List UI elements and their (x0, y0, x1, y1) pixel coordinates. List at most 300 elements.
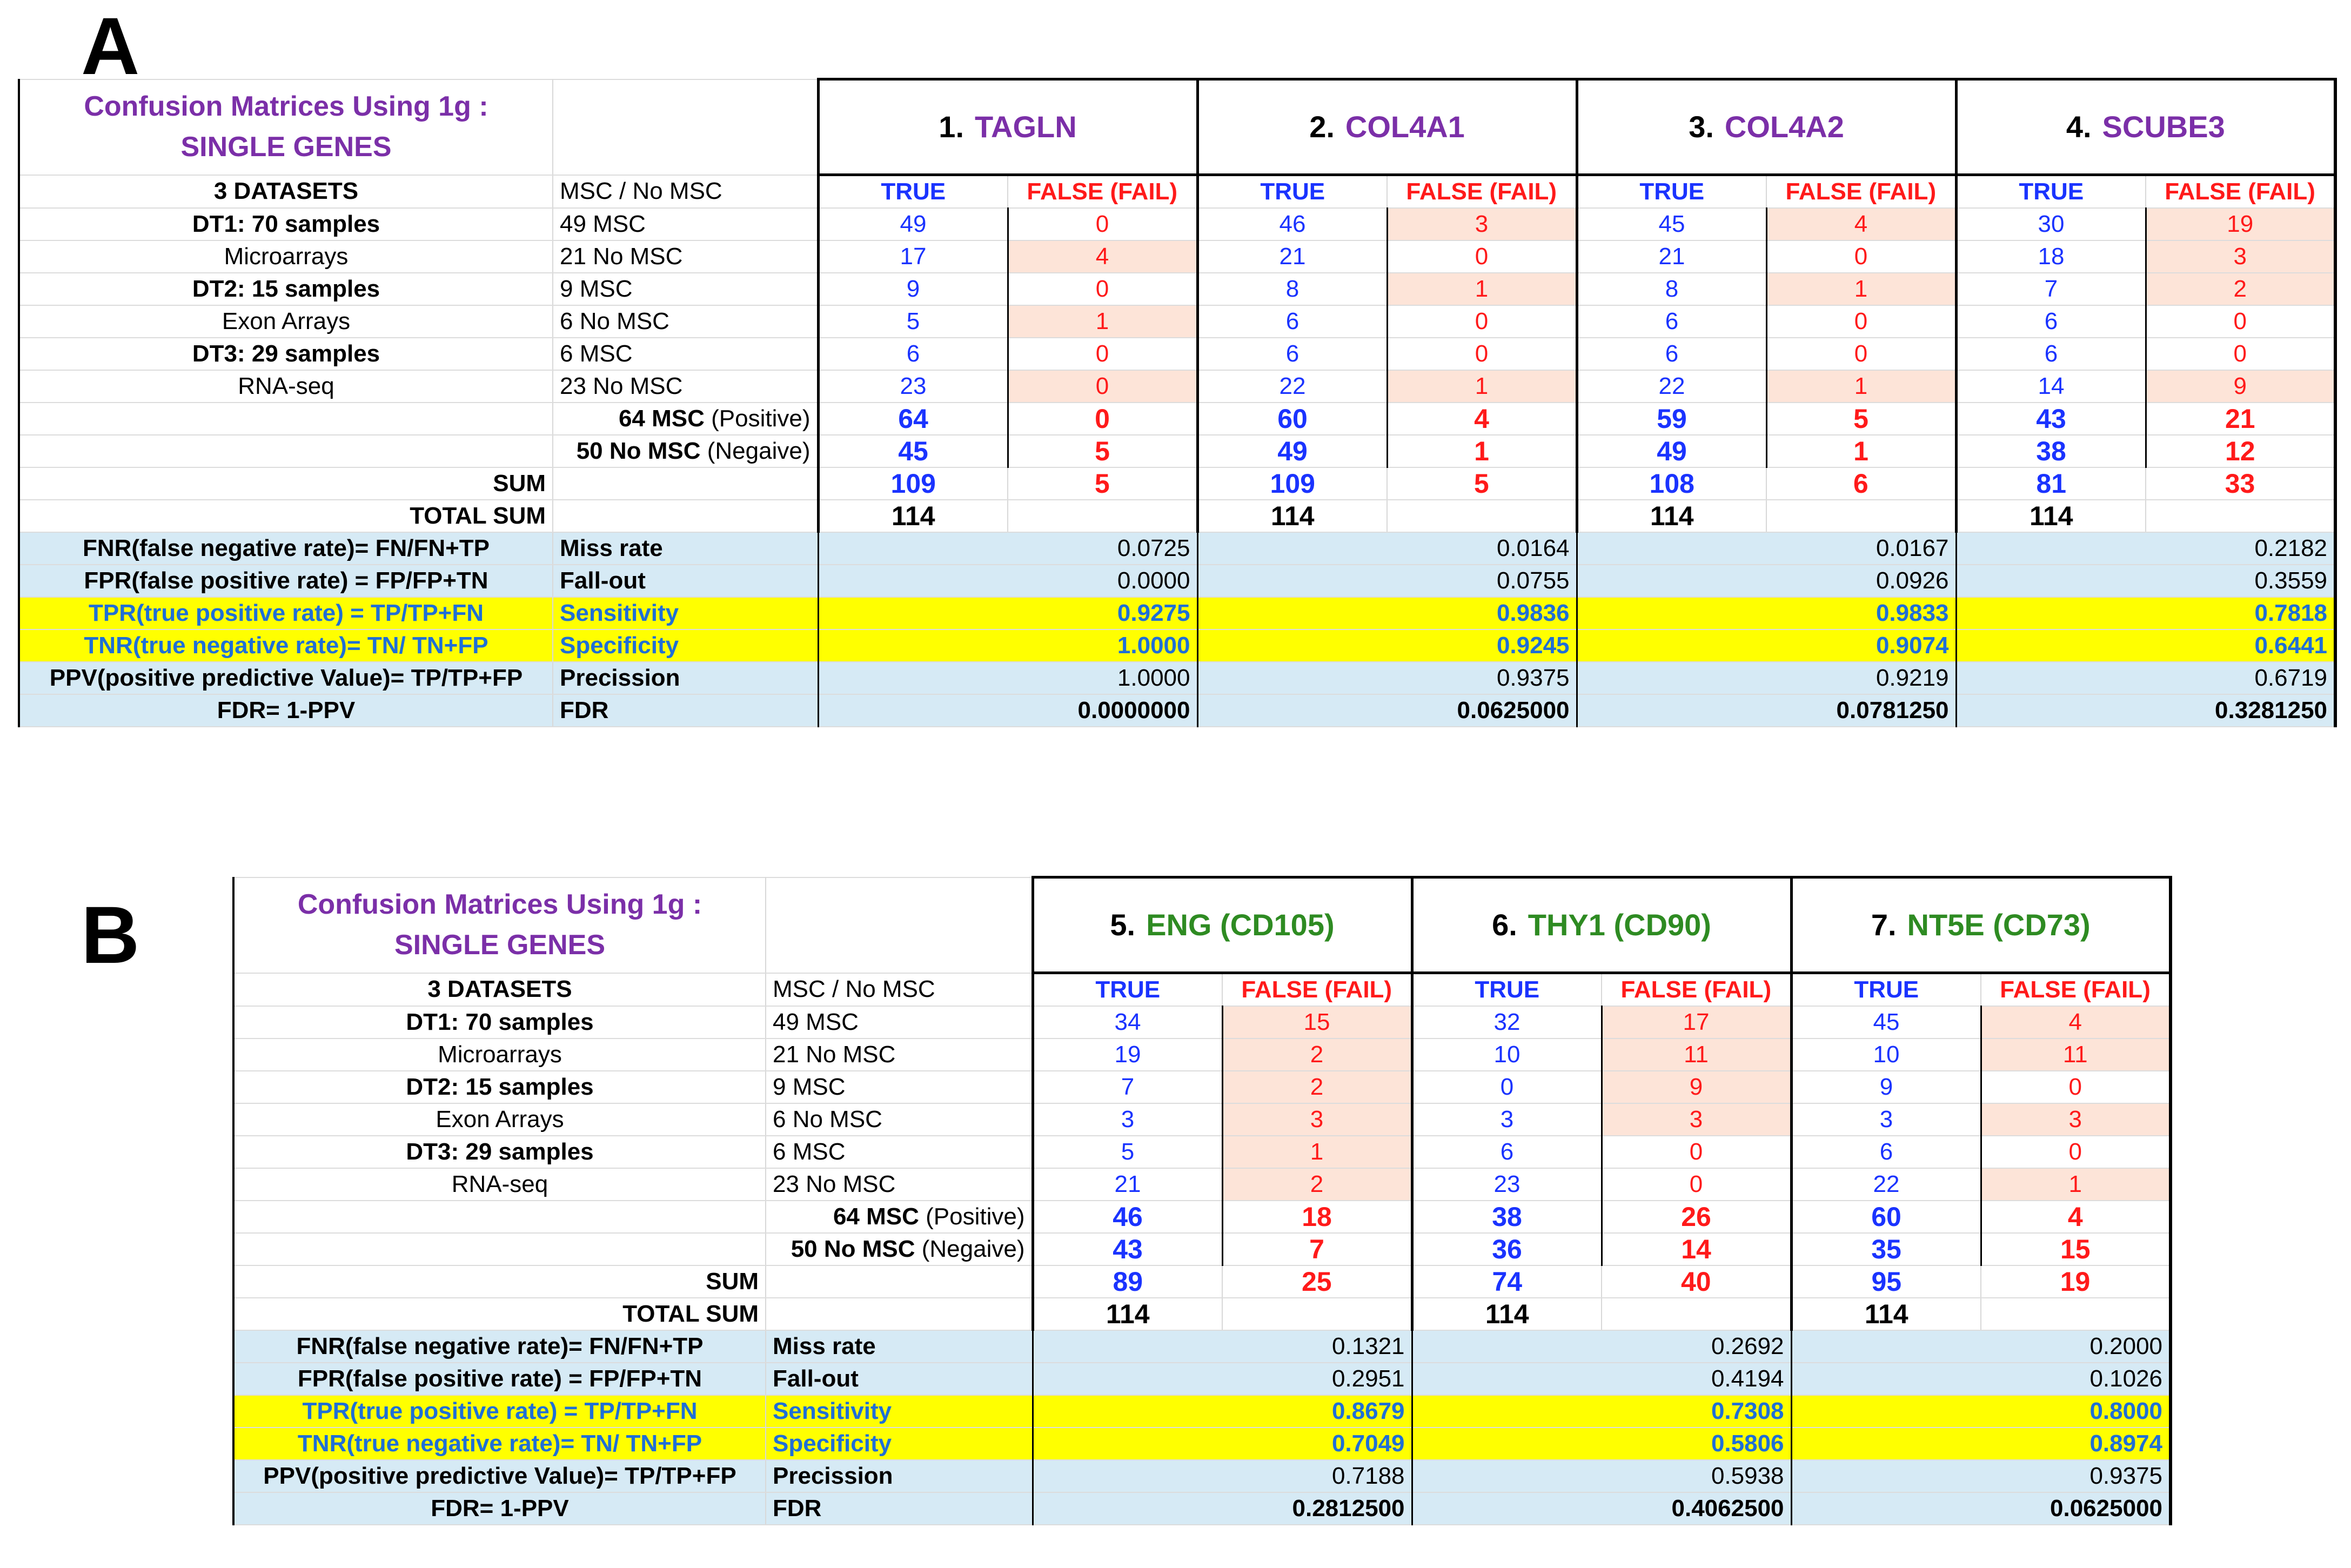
msc-count: 21 No MSC (766, 1038, 1033, 1071)
neg-total-row (19, 435, 2335, 467)
pos-label-type: (Positive) (704, 405, 811, 432)
neg-label (553, 435, 818, 467)
msc-header: MSC / No MSC (553, 175, 818, 209)
gene-number: 6. (1492, 908, 1517, 942)
true-column-header: TRUE (1033, 973, 1222, 1007)
true-column-header: TRUE (1412, 973, 1602, 1007)
metric-value: 0.2812500 (1033, 1492, 1412, 1525)
metric-value: 0.5938 (1412, 1460, 1791, 1492)
metric-name: FDR (766, 1492, 1033, 1525)
empty-header-cell (766, 877, 1033, 973)
neg-true-total: 45 (818, 435, 1008, 467)
metric-formula: TNR(true negative rate)= TN/ TN+FP (19, 629, 553, 662)
metric-value: 0.0000 (818, 565, 1197, 597)
dataset-label: RNA-seq (233, 1168, 766, 1201)
true-count: 9 (1791, 1071, 1981, 1103)
true-count: 22 (1791, 1168, 1981, 1201)
metric-name: Precission (766, 1460, 1033, 1492)
false-count: 0 (1981, 1136, 2171, 1168)
column-header-row (19, 175, 2335, 209)
metric-value: 0.1026 (1791, 1363, 2171, 1395)
true-count: 6 (1791, 1136, 1981, 1168)
metric-value: 0.0755 (1197, 565, 1577, 597)
neg-label-type: (Negaive) (915, 1236, 1025, 1262)
true-count: 3 (1791, 1103, 1981, 1136)
metric-name: Specificity (766, 1428, 1033, 1460)
false-count: 9 (1602, 1071, 1791, 1103)
datasets-header: 3 DATASETS (233, 973, 766, 1007)
total-sum-value: 114 (1412, 1298, 1602, 1330)
true-count: 22 (1577, 370, 1766, 403)
metric-row-fpr (19, 565, 2335, 597)
neg-label-count: 50 No MSC (791, 1236, 915, 1262)
empty-cell (553, 467, 818, 500)
panel-letter-b: B (81, 889, 140, 980)
false-count: 4 (1766, 208, 1956, 240)
false-count: 0 (1008, 370, 1197, 403)
false-column-header: FALSE (FAIL) (1981, 973, 2171, 1007)
true-count: 10 (1791, 1038, 1981, 1071)
false-count: 1 (1222, 1136, 1412, 1168)
empty-cell (2146, 500, 2335, 532)
false-count: 3 (2146, 240, 2335, 273)
true-count: 32 (1412, 1006, 1602, 1038)
msc-count: 23 No MSC (766, 1168, 1033, 1201)
false-column-header: FALSE (FAIL) (1387, 175, 1577, 209)
true-count: 9 (818, 273, 1008, 305)
false-count: 0 (1387, 305, 1577, 338)
neg-total-row (233, 1233, 2171, 1265)
true-count: 6 (1412, 1136, 1602, 1168)
total-sum-label: TOTAL SUM (233, 1298, 766, 1330)
dataset-label: Exon Arrays (19, 305, 553, 338)
metric-value: 0.1321 (1033, 1330, 1412, 1363)
dataset-row (19, 338, 2335, 370)
title-line-1: Confusion Matrices Using 1g : (84, 90, 488, 122)
gene-name: THY1 (CD90) (1528, 908, 1711, 942)
metric-name: Fall-out (766, 1363, 1033, 1395)
empty-cell (766, 1265, 1033, 1298)
empty-cell (233, 1201, 766, 1233)
true-count: 45 (1577, 208, 1766, 240)
false-count: 0 (2146, 305, 2335, 338)
msc-count: 49 MSC (553, 208, 818, 240)
metric-formula: TNR(true negative rate)= TN/ TN+FP (233, 1428, 766, 1460)
neg-false-total: 5 (1008, 435, 1197, 467)
total-sum-row (19, 500, 2335, 532)
table-title (19, 79, 553, 175)
total-sum-value: 114 (1033, 1298, 1222, 1330)
msc-count: 6 MSC (766, 1136, 1033, 1168)
pos-false-total: 0 (1008, 403, 1197, 435)
empty-cell (1981, 1298, 2171, 1330)
metric-value: 0.0164 (1197, 532, 1577, 565)
true-count: 21 (1197, 240, 1387, 273)
metric-value: 0.9833 (1577, 597, 1956, 629)
metric-value: 0.5806 (1412, 1428, 1791, 1460)
metric-value: 1.0000 (818, 629, 1197, 662)
true-count: 46 (1197, 208, 1387, 240)
metric-value: 0.9219 (1577, 662, 1956, 694)
true-count: 23 (818, 370, 1008, 403)
true-count: 8 (1197, 273, 1387, 305)
neg-true-total: 36 (1412, 1233, 1602, 1265)
panel-letter-a: A (81, 1, 140, 91)
sum-false: 33 (2146, 467, 2335, 500)
pos-label (766, 1201, 1033, 1233)
neg-false-total: 12 (2146, 435, 2335, 467)
pos-label-count: 64 MSC (833, 1203, 919, 1230)
gene-name: NT5E (CD73) (1907, 908, 2091, 942)
metric-value: 0.2951 (1033, 1363, 1412, 1395)
false-count: 1 (1387, 370, 1577, 403)
metric-formula: FNR(false negative rate)= FN/FN+TP (233, 1330, 766, 1363)
metric-row-tpr (233, 1395, 2171, 1428)
metric-formula: PPV(positive predictive Value)= TP/TP+FP (19, 662, 553, 694)
true-count: 6 (1956, 305, 2146, 338)
true-count: 17 (818, 240, 1008, 273)
dataset-row (19, 240, 2335, 273)
metric-value: 0.0725 (818, 532, 1197, 565)
true-count: 6 (1577, 305, 1766, 338)
metric-formula: FPR(false positive rate) = FP/FP+TN (19, 565, 553, 597)
sum-true: 74 (1412, 1265, 1602, 1298)
true-column-header: TRUE (1791, 973, 1981, 1007)
datasets-header: 3 DATASETS (19, 175, 553, 209)
total-sum-value: 114 (1791, 1298, 1981, 1330)
false-count: 0 (1602, 1168, 1791, 1201)
metric-name: Fall-out (553, 565, 818, 597)
metric-value: 0.9375 (1197, 662, 1577, 694)
gene-header-row (233, 877, 2171, 973)
msc-count: 6 No MSC (766, 1103, 1033, 1136)
pos-true-total: 38 (1412, 1201, 1602, 1233)
sum-false: 5 (1387, 467, 1577, 500)
true-count: 19 (1033, 1038, 1222, 1071)
false-column-header: FALSE (FAIL) (1222, 973, 1412, 1007)
metric-value: 0.2000 (1791, 1330, 2171, 1363)
metric-formula: FDR= 1-PPV (233, 1492, 766, 1525)
true-count: 3 (1033, 1103, 1222, 1136)
gene-number: 3. (1689, 110, 1714, 144)
metric-row-fdr (233, 1492, 2171, 1525)
metric-row-fpr (233, 1363, 2171, 1395)
false-count: 11 (1602, 1038, 1791, 1071)
sum-false: 40 (1602, 1265, 1791, 1298)
true-count: 8 (1577, 273, 1766, 305)
pos-true-total: 60 (1197, 403, 1387, 435)
metric-name: Sensitivity (766, 1395, 1033, 1428)
metric-formula: FPR(false positive rate) = FP/FP+TN (233, 1363, 766, 1395)
metric-value: 0.8000 (1791, 1395, 2171, 1428)
total-sum-value: 114 (1956, 500, 2146, 532)
false-count: 4 (1008, 240, 1197, 273)
neg-false-total: 1 (1387, 435, 1577, 467)
false-count: 2 (1222, 1038, 1412, 1071)
msc-count: 6 No MSC (553, 305, 818, 338)
true-count: 10 (1412, 1038, 1602, 1071)
metric-name: Sensitivity (553, 597, 818, 629)
neg-label (766, 1233, 1033, 1265)
dataset-label: DT2: 15 samples (19, 273, 553, 305)
sum-true: 95 (1791, 1265, 1981, 1298)
metric-value: 0.4194 (1412, 1363, 1791, 1395)
pos-label (553, 403, 818, 435)
metric-row-ppv (19, 662, 2335, 694)
false-count: 0 (1766, 338, 1956, 370)
metric-value: 0.0167 (1577, 532, 1956, 565)
title-line-2: SINGLE GENES (394, 929, 606, 961)
neg-false-total: 14 (1602, 1233, 1791, 1265)
metric-formula: TPR(true positive rate) = TP/TP+FN (233, 1395, 766, 1428)
true-count: 34 (1033, 1006, 1222, 1038)
true-count: 7 (1956, 273, 2146, 305)
false-count: 2 (1222, 1168, 1412, 1201)
gene-header (1956, 79, 2335, 175)
pos-label-type: (Positive) (919, 1203, 1025, 1230)
metric-value: 0.0000000 (818, 694, 1197, 727)
neg-true-total: 49 (1197, 435, 1387, 467)
false-count: 15 (1222, 1006, 1412, 1038)
true-column-header: TRUE (1956, 175, 2146, 209)
sum-false: 25 (1222, 1265, 1412, 1298)
false-count: 0 (2146, 338, 2335, 370)
false-count: 3 (1981, 1103, 2171, 1136)
dataset-label: RNA-seq (19, 370, 553, 403)
empty-cell (553, 500, 818, 532)
false-count: 0 (1766, 240, 1956, 273)
false-count: 11 (1981, 1038, 2171, 1071)
gene-header-row (19, 79, 2335, 175)
metric-value: 0.6441 (1956, 629, 2335, 662)
sum-true: 81 (1956, 467, 2146, 500)
msc-count: 9 MSC (553, 273, 818, 305)
metric-row-ppv (233, 1460, 2171, 1492)
dataset-row (19, 273, 2335, 305)
pos-true-total: 46 (1033, 1201, 1222, 1233)
true-count: 18 (1956, 240, 2146, 273)
metric-formula: PPV(positive predictive Value)= TP/TP+FP (233, 1460, 766, 1492)
msc-count: 6 MSC (553, 338, 818, 370)
empty-cell (233, 1233, 766, 1265)
sum-true: 89 (1033, 1265, 1222, 1298)
confusion-matrix-table-b (232, 876, 2172, 1525)
true-count: 22 (1197, 370, 1387, 403)
metric-formula: FNR(false negative rate)= FN/FN+TP (19, 532, 553, 565)
false-column-header: FALSE (FAIL) (1602, 973, 1791, 1007)
sum-row (233, 1265, 2171, 1298)
false-count: 1 (1766, 370, 1956, 403)
pos-false-total: 5 (1766, 403, 1956, 435)
false-column-header: FALSE (FAIL) (2146, 175, 2335, 209)
true-count: 30 (1956, 208, 2146, 240)
false-count: 0 (1008, 273, 1197, 305)
true-count: 6 (1956, 338, 2146, 370)
dataset-row (233, 1038, 2171, 1071)
pos-total-row (19, 403, 2335, 435)
true-column-header: TRUE (818, 175, 1008, 209)
gene-name: SCUBE3 (2102, 110, 2225, 144)
true-count: 7 (1033, 1071, 1222, 1103)
metric-value: 0.0781250 (1577, 694, 1956, 727)
gene-number: 5. (1110, 908, 1136, 942)
total-sum-label: TOTAL SUM (19, 500, 553, 532)
true-count: 5 (818, 305, 1008, 338)
dataset-label: DT1: 70 samples (233, 1006, 766, 1038)
true-count: 0 (1412, 1071, 1602, 1103)
title-line-1: Confusion Matrices Using 1g : (297, 888, 702, 920)
false-count: 0 (1981, 1071, 2171, 1103)
dataset-label: DT1: 70 samples (19, 208, 553, 240)
metric-formula: FDR= 1-PPV (19, 694, 553, 727)
metric-value: 0.8679 (1033, 1395, 1412, 1428)
true-count: 6 (1197, 338, 1387, 370)
dataset-label: DT3: 29 samples (233, 1136, 766, 1168)
true-column-header: TRUE (1577, 175, 1766, 209)
dataset-label: DT2: 15 samples (233, 1071, 766, 1103)
metric-value: 0.7049 (1033, 1428, 1412, 1460)
dataset-label: Microarrays (19, 240, 553, 273)
gene-header (1197, 79, 1577, 175)
gene-header (818, 79, 1197, 175)
gene-number: 4. (2066, 110, 2092, 144)
dataset-row (19, 305, 2335, 338)
msc-header: MSC / No MSC (766, 973, 1033, 1007)
gene-header (1791, 877, 2171, 973)
metric-row-fnr (233, 1330, 2171, 1363)
metric-row-fnr (19, 532, 2335, 565)
metric-row-tnr (19, 629, 2335, 662)
table-title (233, 877, 766, 973)
neg-true-total: 43 (1033, 1233, 1222, 1265)
true-count: 6 (818, 338, 1008, 370)
sum-false: 6 (1766, 467, 1956, 500)
metric-value: 0.2182 (1956, 532, 2335, 565)
pos-true-total: 59 (1577, 403, 1766, 435)
false-count: 0 (1387, 240, 1577, 273)
metric-formula: TPR(true positive rate) = TP/TP+FN (19, 597, 553, 629)
pos-false-total: 21 (2146, 403, 2335, 435)
total-sum-value: 114 (1577, 500, 1766, 532)
metric-value: 0.0625000 (1197, 694, 1577, 727)
false-count: 0 (1766, 305, 1956, 338)
pos-false-total: 18 (1222, 1201, 1412, 1233)
metric-row-fdr (19, 694, 2335, 727)
total-sum-row (233, 1298, 2171, 1330)
true-count: 6 (1197, 305, 1387, 338)
true-count: 14 (1956, 370, 2146, 403)
gene-name: COL4A2 (1724, 110, 1844, 144)
gene-name: TAGLN (975, 110, 1077, 144)
true-count: 5 (1033, 1136, 1222, 1168)
pos-false-total: 4 (1981, 1201, 2171, 1233)
sum-false: 5 (1008, 467, 1197, 500)
dataset-row (233, 1006, 2171, 1038)
confusion-matrix-table-a (18, 78, 2337, 727)
false-column-header: FALSE (FAIL) (1766, 175, 1956, 209)
metric-name: Precission (553, 662, 818, 694)
metric-name: FDR (553, 694, 818, 727)
false-count: 0 (1008, 208, 1197, 240)
neg-label-count: 50 No MSC (576, 438, 701, 464)
false-count: 9 (2146, 370, 2335, 403)
pos-true-total: 43 (1956, 403, 2146, 435)
metric-value: 0.9836 (1197, 597, 1577, 629)
gene-number: 2. (1309, 110, 1335, 144)
sum-true: 109 (1197, 467, 1387, 500)
neg-false-total: 1 (1766, 435, 1956, 467)
dataset-row (19, 370, 2335, 403)
false-column-header: FALSE (FAIL) (1008, 175, 1197, 209)
true-count: 45 (1791, 1006, 1981, 1038)
metric-name: Miss rate (766, 1330, 1033, 1363)
dataset-row (233, 1103, 2171, 1136)
true-count: 49 (818, 208, 1008, 240)
gene-header (1412, 877, 1791, 973)
false-count: 1 (1387, 273, 1577, 305)
false-count: 2 (2146, 273, 2335, 305)
dataset-row (233, 1071, 2171, 1103)
false-count: 0 (1008, 338, 1197, 370)
gene-header (1577, 79, 1956, 175)
gene-name: ENG (CD105) (1146, 908, 1335, 942)
metric-value: 0.9074 (1577, 629, 1956, 662)
gene-number: 1. (939, 110, 964, 144)
metric-value: 0.7818 (1956, 597, 2335, 629)
true-count: 23 (1412, 1168, 1602, 1201)
dataset-label: Exon Arrays (233, 1103, 766, 1136)
msc-count: 21 No MSC (553, 240, 818, 273)
dataset-label: Microarrays (233, 1038, 766, 1071)
neg-label-type: (Negaive) (700, 438, 811, 464)
dataset-row (233, 1136, 2171, 1168)
sum-label: SUM (19, 467, 553, 500)
metric-value: 0.8974 (1791, 1428, 2171, 1460)
metric-row-tnr (233, 1428, 2171, 1460)
pos-false-total: 26 (1602, 1201, 1791, 1233)
true-column-header: TRUE (1197, 175, 1387, 209)
empty-cell (1387, 500, 1577, 532)
metric-value: 0.9245 (1197, 629, 1577, 662)
metric-value: 0.9275 (818, 597, 1197, 629)
pos-true-total: 64 (818, 403, 1008, 435)
metric-name: Miss rate (553, 532, 818, 565)
metric-value: 0.6719 (1956, 662, 2335, 694)
metric-row-tpr (19, 597, 2335, 629)
empty-cell (1222, 1298, 1412, 1330)
column-header-row (233, 973, 2171, 1007)
sum-label: SUM (233, 1265, 766, 1298)
false-count: 1 (1008, 305, 1197, 338)
empty-cell (19, 435, 553, 467)
pos-total-row (233, 1201, 2171, 1233)
metric-value: 0.9375 (1791, 1460, 2171, 1492)
false-count: 1 (1981, 1168, 2171, 1201)
gene-name: COL4A1 (1345, 110, 1465, 144)
pos-label-count: 64 MSC (618, 405, 705, 432)
metric-value: 0.0926 (1577, 565, 1956, 597)
true-count: 21 (1577, 240, 1766, 273)
empty-cell (766, 1298, 1033, 1330)
true-count: 21 (1033, 1168, 1222, 1201)
dataset-row (233, 1168, 2171, 1201)
empty-header-cell (553, 79, 818, 175)
neg-false-total: 7 (1222, 1233, 1412, 1265)
pos-false-total: 4 (1387, 403, 1577, 435)
false-count: 3 (1222, 1103, 1412, 1136)
gene-number: 7. (1871, 908, 1897, 942)
true-count: 6 (1577, 338, 1766, 370)
